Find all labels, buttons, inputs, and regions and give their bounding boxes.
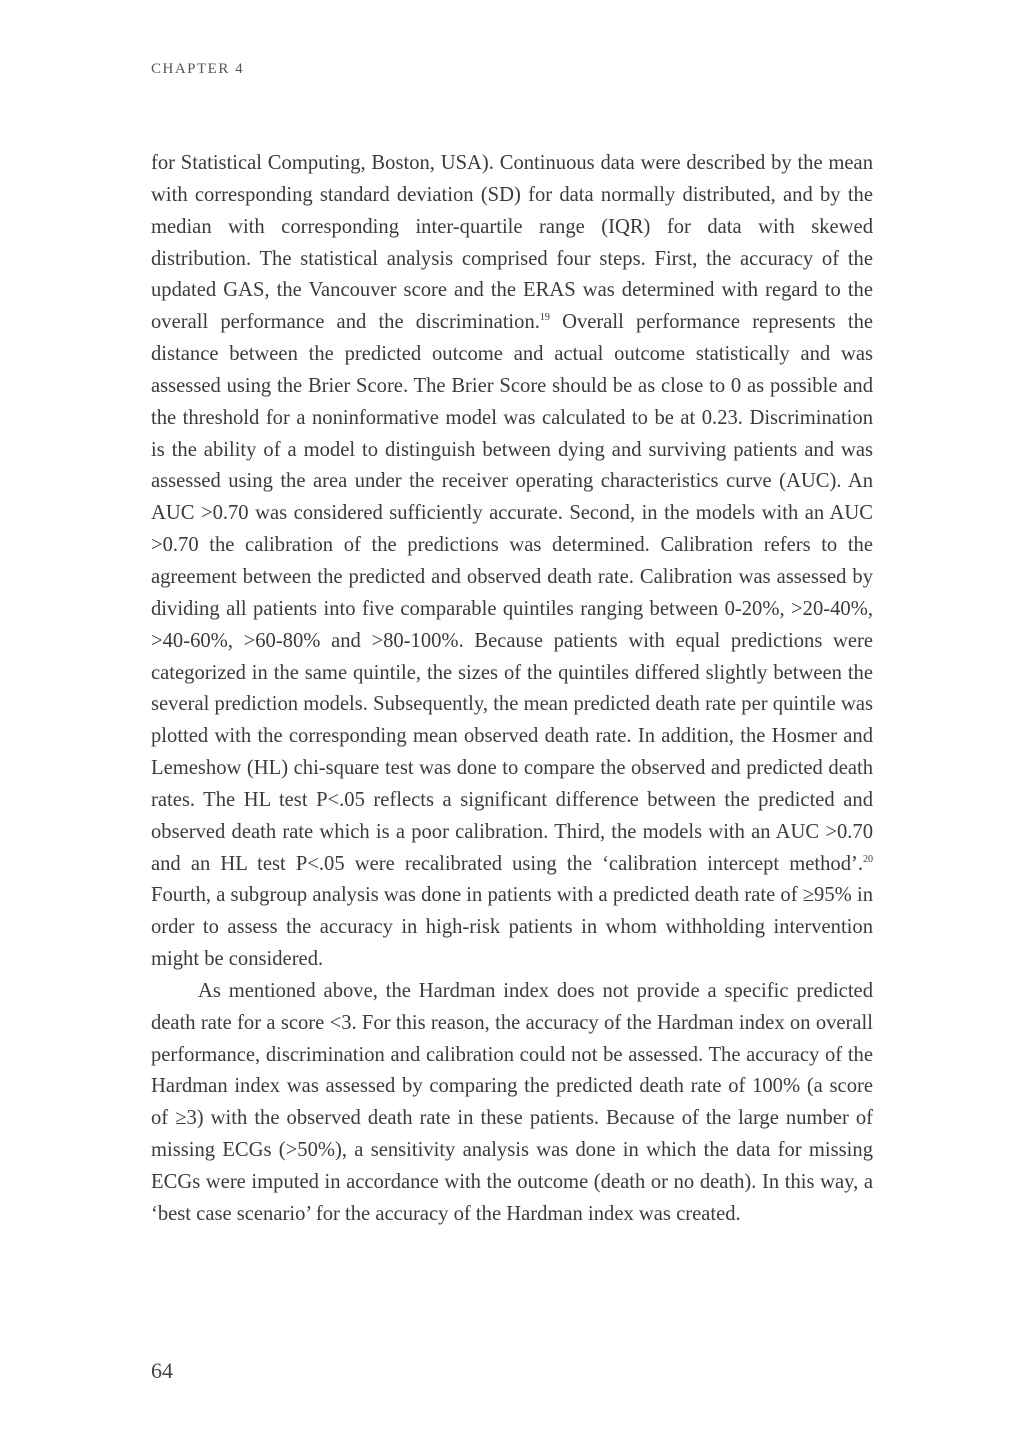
page-number: 64 xyxy=(151,1358,173,1383)
paragraph-hardman-index: As mentioned above, the Hardman index does not provide a specific predicted death rate for a score <3. For this reason, the accuracy of the Hardman index on overall performance, discrimination and calibration could not be assessed. The accuracy of the Hardman index was assessed by comparing the predicted death rate of 100% (a score of ≥3) with the observed death rate in these patients. Because of the large number of missing ECGs (>50%), a sensitivity analysis was done in which the data for missing ECGs were imputed in accordance with the outcome (death or no death). In this way, a ‘best case scenario’ for the accuracy of the Hardman index was created. xyxy=(151,979,873,1225)
reference-superscript: 19 xyxy=(539,312,550,324)
reference-superscript: 20 xyxy=(863,853,873,865)
paragraph-text: Fourth, a subgroup analysis was done in patients with a predicted death rate of ≥95% in order to assess the accuracy in high-risk patients in whom withholding intervention might be considered. xyxy=(151,884,873,971)
paragraph-text: for Statistical Computing, Boston, USA). Continuous data were described by the mean with corresponding standard deviation (SD) for data normally distributed, and by the median with corresponding inter-quartile range (IQR) for data with skewed distribution. The statistical analysis comprised four steps. First, the accuracy of the updated GAS, the Vancouver score and the ERAS was determined with regard to the overall performance and the discrimination. xyxy=(151,152,873,334)
paragraph-statistical-analysis xyxy=(151,148,873,976)
running-head: CHAPTER 4 xyxy=(151,61,245,77)
body-text xyxy=(151,148,873,1231)
paragraph-text: Overall performance represents the distance between the predicted outcome and actual outcome statistically and was assessed using the Brier Score. The Brier Score should be as close to 0 as possible and the threshold for a noninformative model was calculated to be at 0.23. Discrimination is the ability of a model to distinguish between dying and surviving patients and was assessed using the area under the receiver operating characteristics curve (AUC). An AUC >0.70 was considered sufficiently accurate. Second, in the models with an AUC >0.70 the calibration of the predictions was determined. Calibration refers to the agreement between the predicted and observed death rate. Calibration was assessed by dividing all patients into five comparable quintiles ranging between 0-20%, >20-40%, >40-60%, >60-80% and >80-100%. Because patients with equal predictions were categorized in the same quintile, the sizes of the quintiles differed slightly between the several prediction models. Subsequently, the mean predicted death rate per quintile was plotted with the corresponding mean observed death rate. In addition, the Hosmer and Lemeshow (HL) chi-square test was done to compare the observed and predicted death rates. The HL test P<.05 reflects a significant difference between the predicted and observed death rate which is a poor calibration. Third, the models with an AUC >0.70 and an HL test P<.05 were recalibrated using the ‘calibration intercept method’. xyxy=(151,311,874,875)
